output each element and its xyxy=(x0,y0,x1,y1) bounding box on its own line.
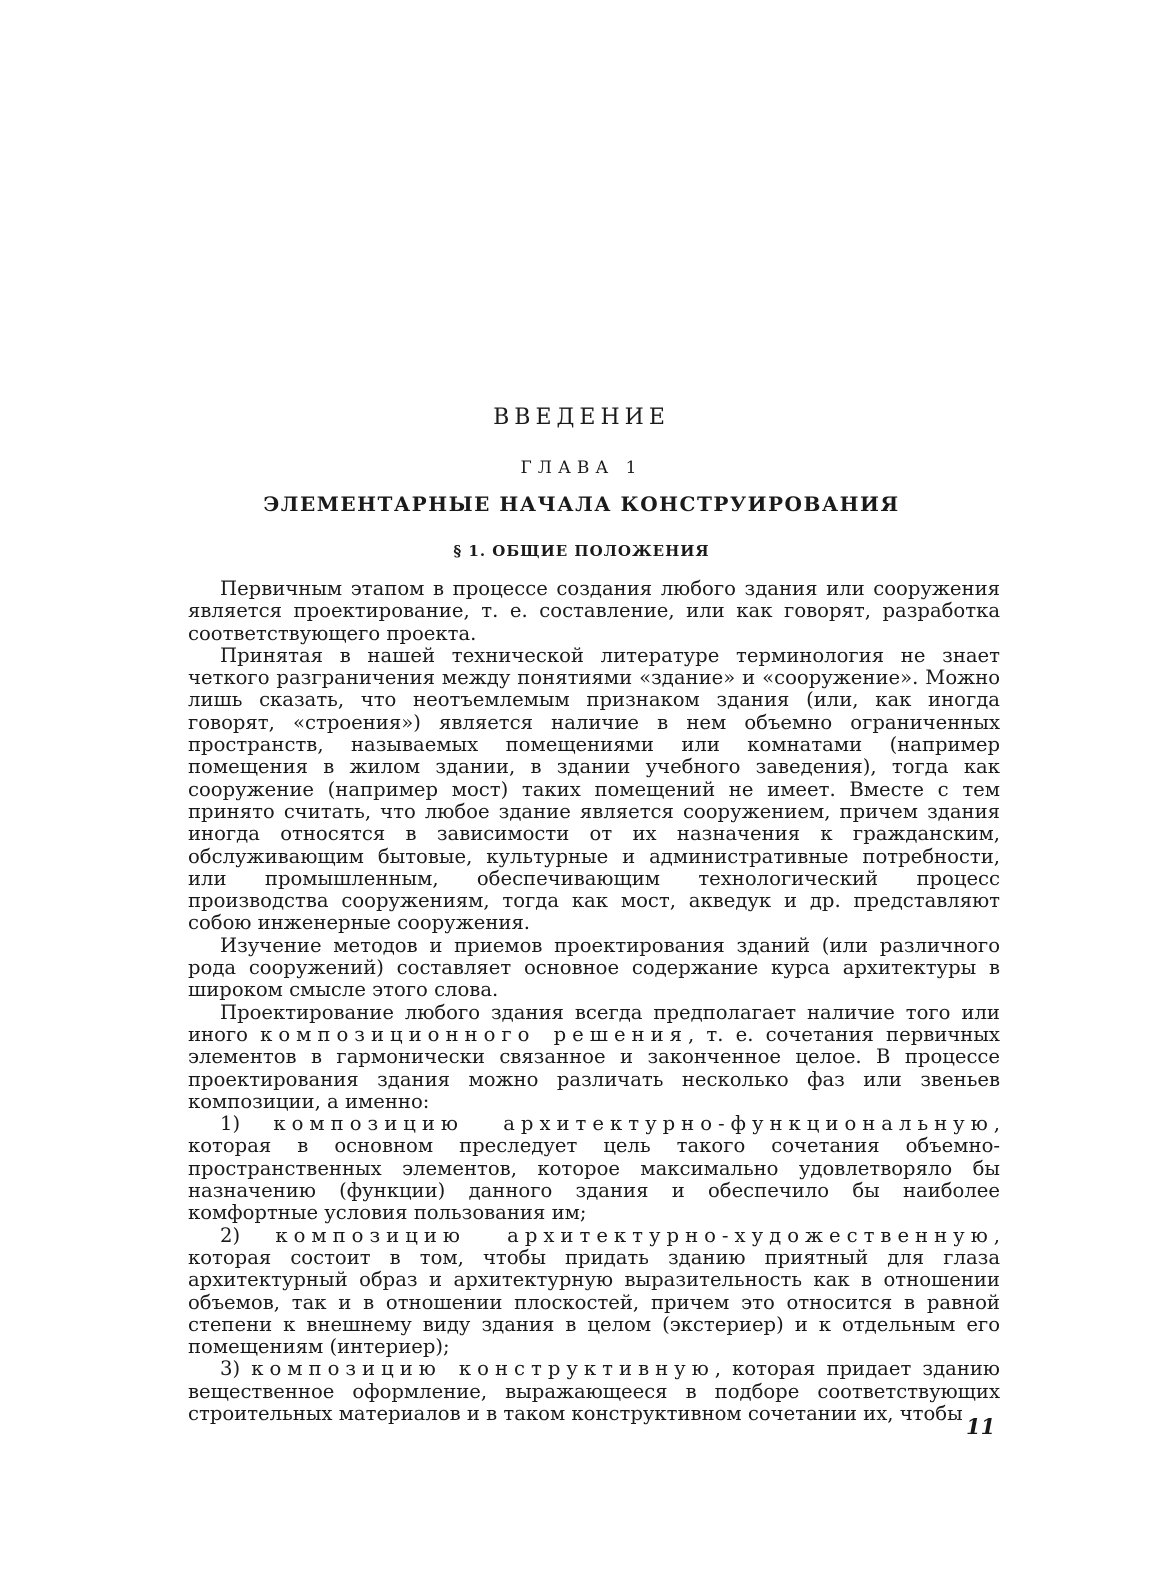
page-number: 11 xyxy=(966,1414,996,1439)
paragraph-2: Принятая в нашей технической литературе терминология не знает четкого разграничения между понятиями «здание» и «сооружение». Можно лишь сказать, что неотъемлемым признаком здания (или, как иногда говорят, «строения») является наличие в нем объемно ограниченных пространств, называемых помещениями или комнатами (например помещения в жилом здании, в здании учебного заведения), тогда как сооружение (например мост) таких помещений не имеет. Вместе с тем принято считать, что любое здание является сооружением, причем здания иногда относятся в зависимости от их назначения к гражданским, обслуживающим бытовые, культурные и административные потребности, или промышленным, обеспечивающим технологический процесс производства сооружениям, тогда как мост, акведук и др. представляют собою инженерные сооружения. xyxy=(188,643,1000,935)
list-item-1 xyxy=(188,1113,1000,1224)
list-item-3 xyxy=(188,1358,1000,1425)
term-artistic-composition: композицию архитектурно-художественную xyxy=(275,1223,994,1247)
paragraph-4 xyxy=(188,1002,1000,1113)
list-item-1-text: , которая в основном преследует цель такого сочетания объемно-пространственных элементов, которое максимально удовлетворяло бы назначению (функции) данного здания и обеспечило бы наиболее комфортные условия пользования им; xyxy=(188,1112,1000,1225)
term-constructive-composition: композицию конструктивную xyxy=(251,1357,715,1381)
list-item-2 xyxy=(188,1225,1000,1359)
term-functional-composition: композицию архитектурно-функциональную xyxy=(273,1112,994,1136)
chapter-label: ГЛАВА 1 xyxy=(520,458,643,478)
list-item-3-number: 3) xyxy=(220,1357,241,1381)
list-item-2-text: , которая состоит в том, чтобы придать зданию приятный для глаза архитектурный образ и архитектурную выразительность как в отношении объемов, так и в отношении плоскостей, причем это относится в равной степени к внешнему виду здания в целом (экстериер) и к отдельным его помещениям (интериер); xyxy=(188,1223,1000,1359)
term-composition-solution: композиционного решения xyxy=(260,1022,689,1046)
part-title: ВВЕДЕНИЕ xyxy=(493,405,670,430)
list-item-2-number: 2) xyxy=(220,1223,241,1247)
paragraph-3: Изучение методов и приемов проектирования зданий (или различного рода сооружений) составляет основное содержание курса архитектуры в широком смысле этого слова. xyxy=(188,933,1000,1002)
paragraph-4-start: Проектирование любого здания всегда предполагает наличие того или иного xyxy=(188,1000,1000,1046)
chapter-title: ЭЛЕМЕНТАРНЫЕ НАЧАЛА КОНСТРУИРОВАНИЯ xyxy=(263,492,900,516)
body-text xyxy=(188,578,1000,1425)
section-title: § 1. ОБЩИЕ ПОЛОЖЕНИЯ xyxy=(453,542,710,560)
paragraph-1: Первичным этапом в процессе создания любого здания или сооружения является проектирование, т. е. составление, или как говорят, разработка соответствующего проекта. xyxy=(188,577,1000,645)
paragraph-4-rest: , т. е. сочетания первичных элементов в гармонически связанное и законченное целое. В процессе проектирования здания можно различать несколько фаз или звеньев композиции, а именно: xyxy=(188,1022,1000,1113)
list-item-3-text: , которая придает зданию вещественное оформление, выражающееся в подборе соответствующих строительных материалов и в таком конструктивном сочетании их, чтобы xyxy=(188,1357,1000,1425)
list-item-1-number: 1) xyxy=(220,1112,241,1136)
